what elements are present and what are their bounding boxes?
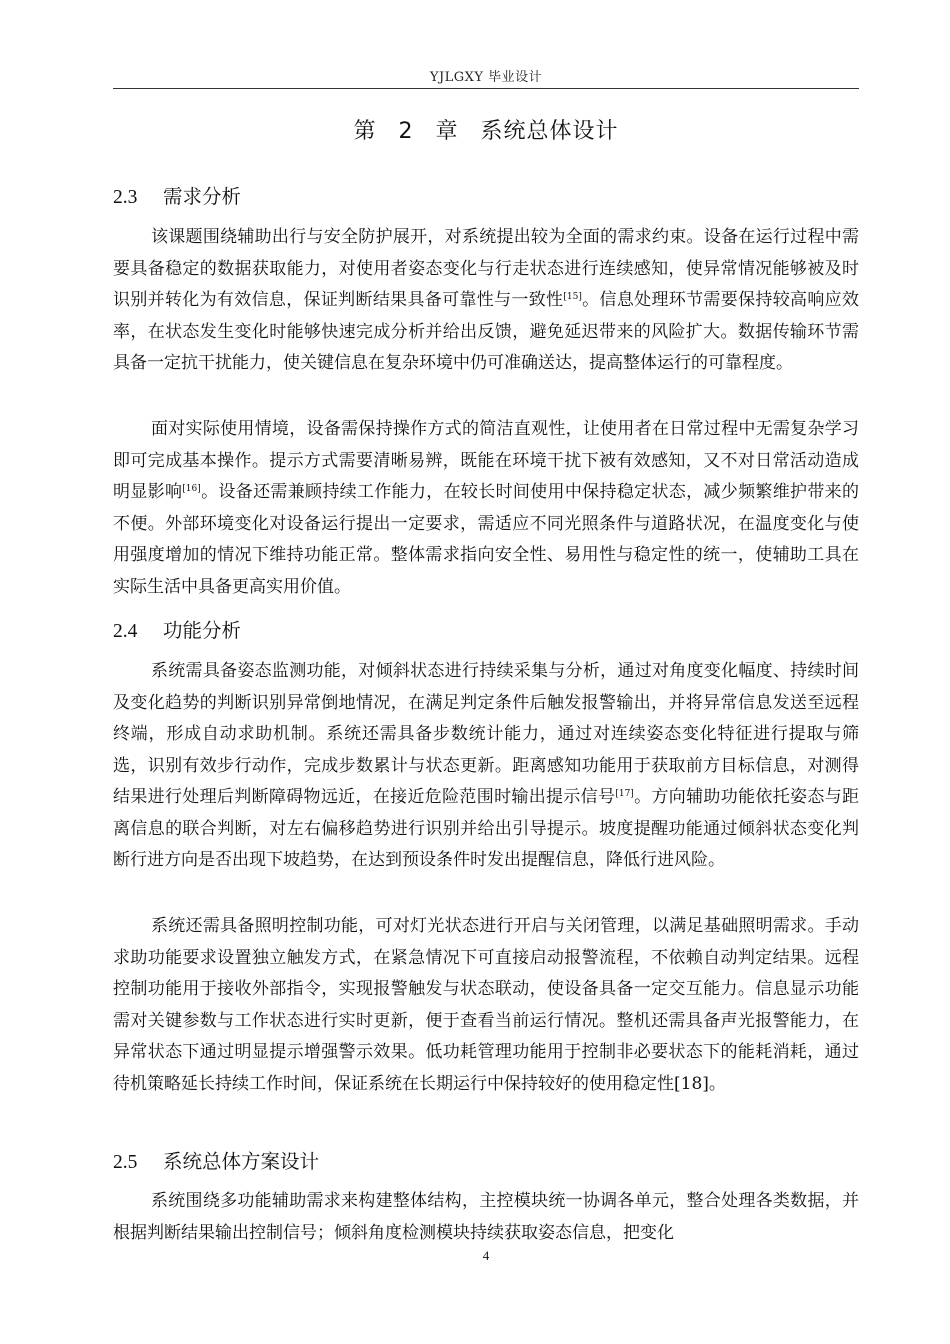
page-number: 4 xyxy=(482,1248,490,1263)
section-heading-2-3 xyxy=(113,181,241,209)
citation-marker: [15] xyxy=(563,292,582,302)
paragraph-text: 面对实际使用情境，设备需保持操作方式的简洁直观性，让使用者在日常过程中无需复杂学习即可完成基本操作。提示方式需要清晰易辨，既能在环境干扰下被有效感知，又不对日常活动造成明显影响 xyxy=(113,419,859,502)
chapter-title-text: 系统总体设计 xyxy=(480,119,619,144)
section-title: 功能分析 xyxy=(163,619,242,642)
section-heading-2-4 xyxy=(113,615,241,643)
section-title: 系统总体方案设计 xyxy=(163,1150,320,1173)
running-header: YJLGXY 毕业设计 xyxy=(429,70,543,85)
chapter-title xyxy=(113,114,859,145)
citation-marker: [16] xyxy=(182,484,201,494)
paragraph-text: 系统需具备姿态监测功能，对倾斜状态进行持续采集与分析，通过对角度变化幅度、持续时间及变化趋势的判断识别异常倒地情况，在满足判定条件后触发报警输出，并将异常信息发送至远程终端，形成自动求助机制。系统还需具备步数统计能力，通过对连续姿态变化特征进行提取与筛选，识别有效步行动作，完成步数累计与状态更新。距离感知功能用于获取前方目标信息，对测得结果进行处理后判断障碍物远近，在接近危险范围时输出提示信号 xyxy=(113,661,859,807)
header-divider xyxy=(113,88,859,89)
paragraph-overall-design-1 xyxy=(113,1186,859,1249)
paragraph-requirements-1 xyxy=(113,222,859,380)
paragraph-function-1 xyxy=(113,656,859,877)
chapter-label-prefix: 第 xyxy=(353,119,377,144)
chapter-number: 2 xyxy=(398,119,414,144)
section-title: 需求分析 xyxy=(163,185,242,208)
paragraph-text: 。设备还需兼顾持续工作能力，在较长时间使用中保持稳定状态，减少频繁维护带来的不便。外部环境变化对设备运行提出一定要求，需适应不同光照条件与道路状况，在温度变化与使用强度增加的情况下维持功能正常。整体需求指向安全性、易用性与稳定性的统一，使辅助工具在实际生活中具备更高实用价值。 xyxy=(113,482,860,597)
section-heading-2-5 xyxy=(113,1146,319,1174)
citation-marker: [17] xyxy=(615,789,634,799)
paragraph-function-2 xyxy=(113,911,859,1100)
section-number: 2.5 xyxy=(113,1152,138,1173)
paragraph-text: 系统围绕多功能辅助需求来构建整体结构，主控模块统一协调各单元，整合处理各类数据，并根据判断结果输出控制信号；倾斜角度检测模块持续获取姿态信息，把变化 xyxy=(113,1191,859,1243)
paragraph-text: 。方向辅助功能依托姿态与距离信息的联合判断，对左右偏移趋势进行识别并给出引导提示。坡度提醒功能通过倾斜状态变化判断行进方向是否出现下坡趋势，在达到预设条件时发出提醒信息，降低行进风险。 xyxy=(113,787,860,870)
paragraph-text: 。信息处理环节需要保持较高响应效率，在状态发生变化时能够快速完成分析并给出反馈，避免延迟带来的风险扩大。数据传输环节需具备一定抗干扰能力，使关键信息在复杂环境中仍可准确送达，提高整体运行的可靠程度。 xyxy=(113,290,860,373)
paragraph-text: 该课题围绕辅助出行与安全防护展开，对系统提出较为全面的需求约束。设备在运行过程中需要具备稳定的数据获取能力，对使用者姿态变化与行走状态进行连续感知，使异常情况能够被及时识别并转化为有效信息，保证判断结果具备可靠性与一致性 xyxy=(113,227,859,310)
chapter-label-suffix: 章 xyxy=(435,119,459,144)
paragraph-text: 系统还需具备照明控制功能，可对灯光状态进行开启与关闭管理，以满足基础照明需求。手动求助功能要求设置独立触发方式，在紧急情况下可直接启动报警流程，不依赖自动判定结果。远程控制功能用于接收外部指令，实现报警触发与状态联动，使设备具备一定交互能力。信息显示功能需对关键参数与工作状态进行实时更新，便于查看当前运行情况。整机还需具备声光报警能力，在异常状态下通过明显提示增强警示效果。低功耗管理功能用于控制非必要状态下的能耗消耗，通过待机策略延长持续工作时间，保证系统在长期运行中保持较好的使用稳定性[18]。 xyxy=(113,916,859,1094)
paragraph-requirements-2 xyxy=(113,414,859,603)
section-number: 2.3 xyxy=(113,187,138,208)
section-number: 2.4 xyxy=(113,621,138,642)
